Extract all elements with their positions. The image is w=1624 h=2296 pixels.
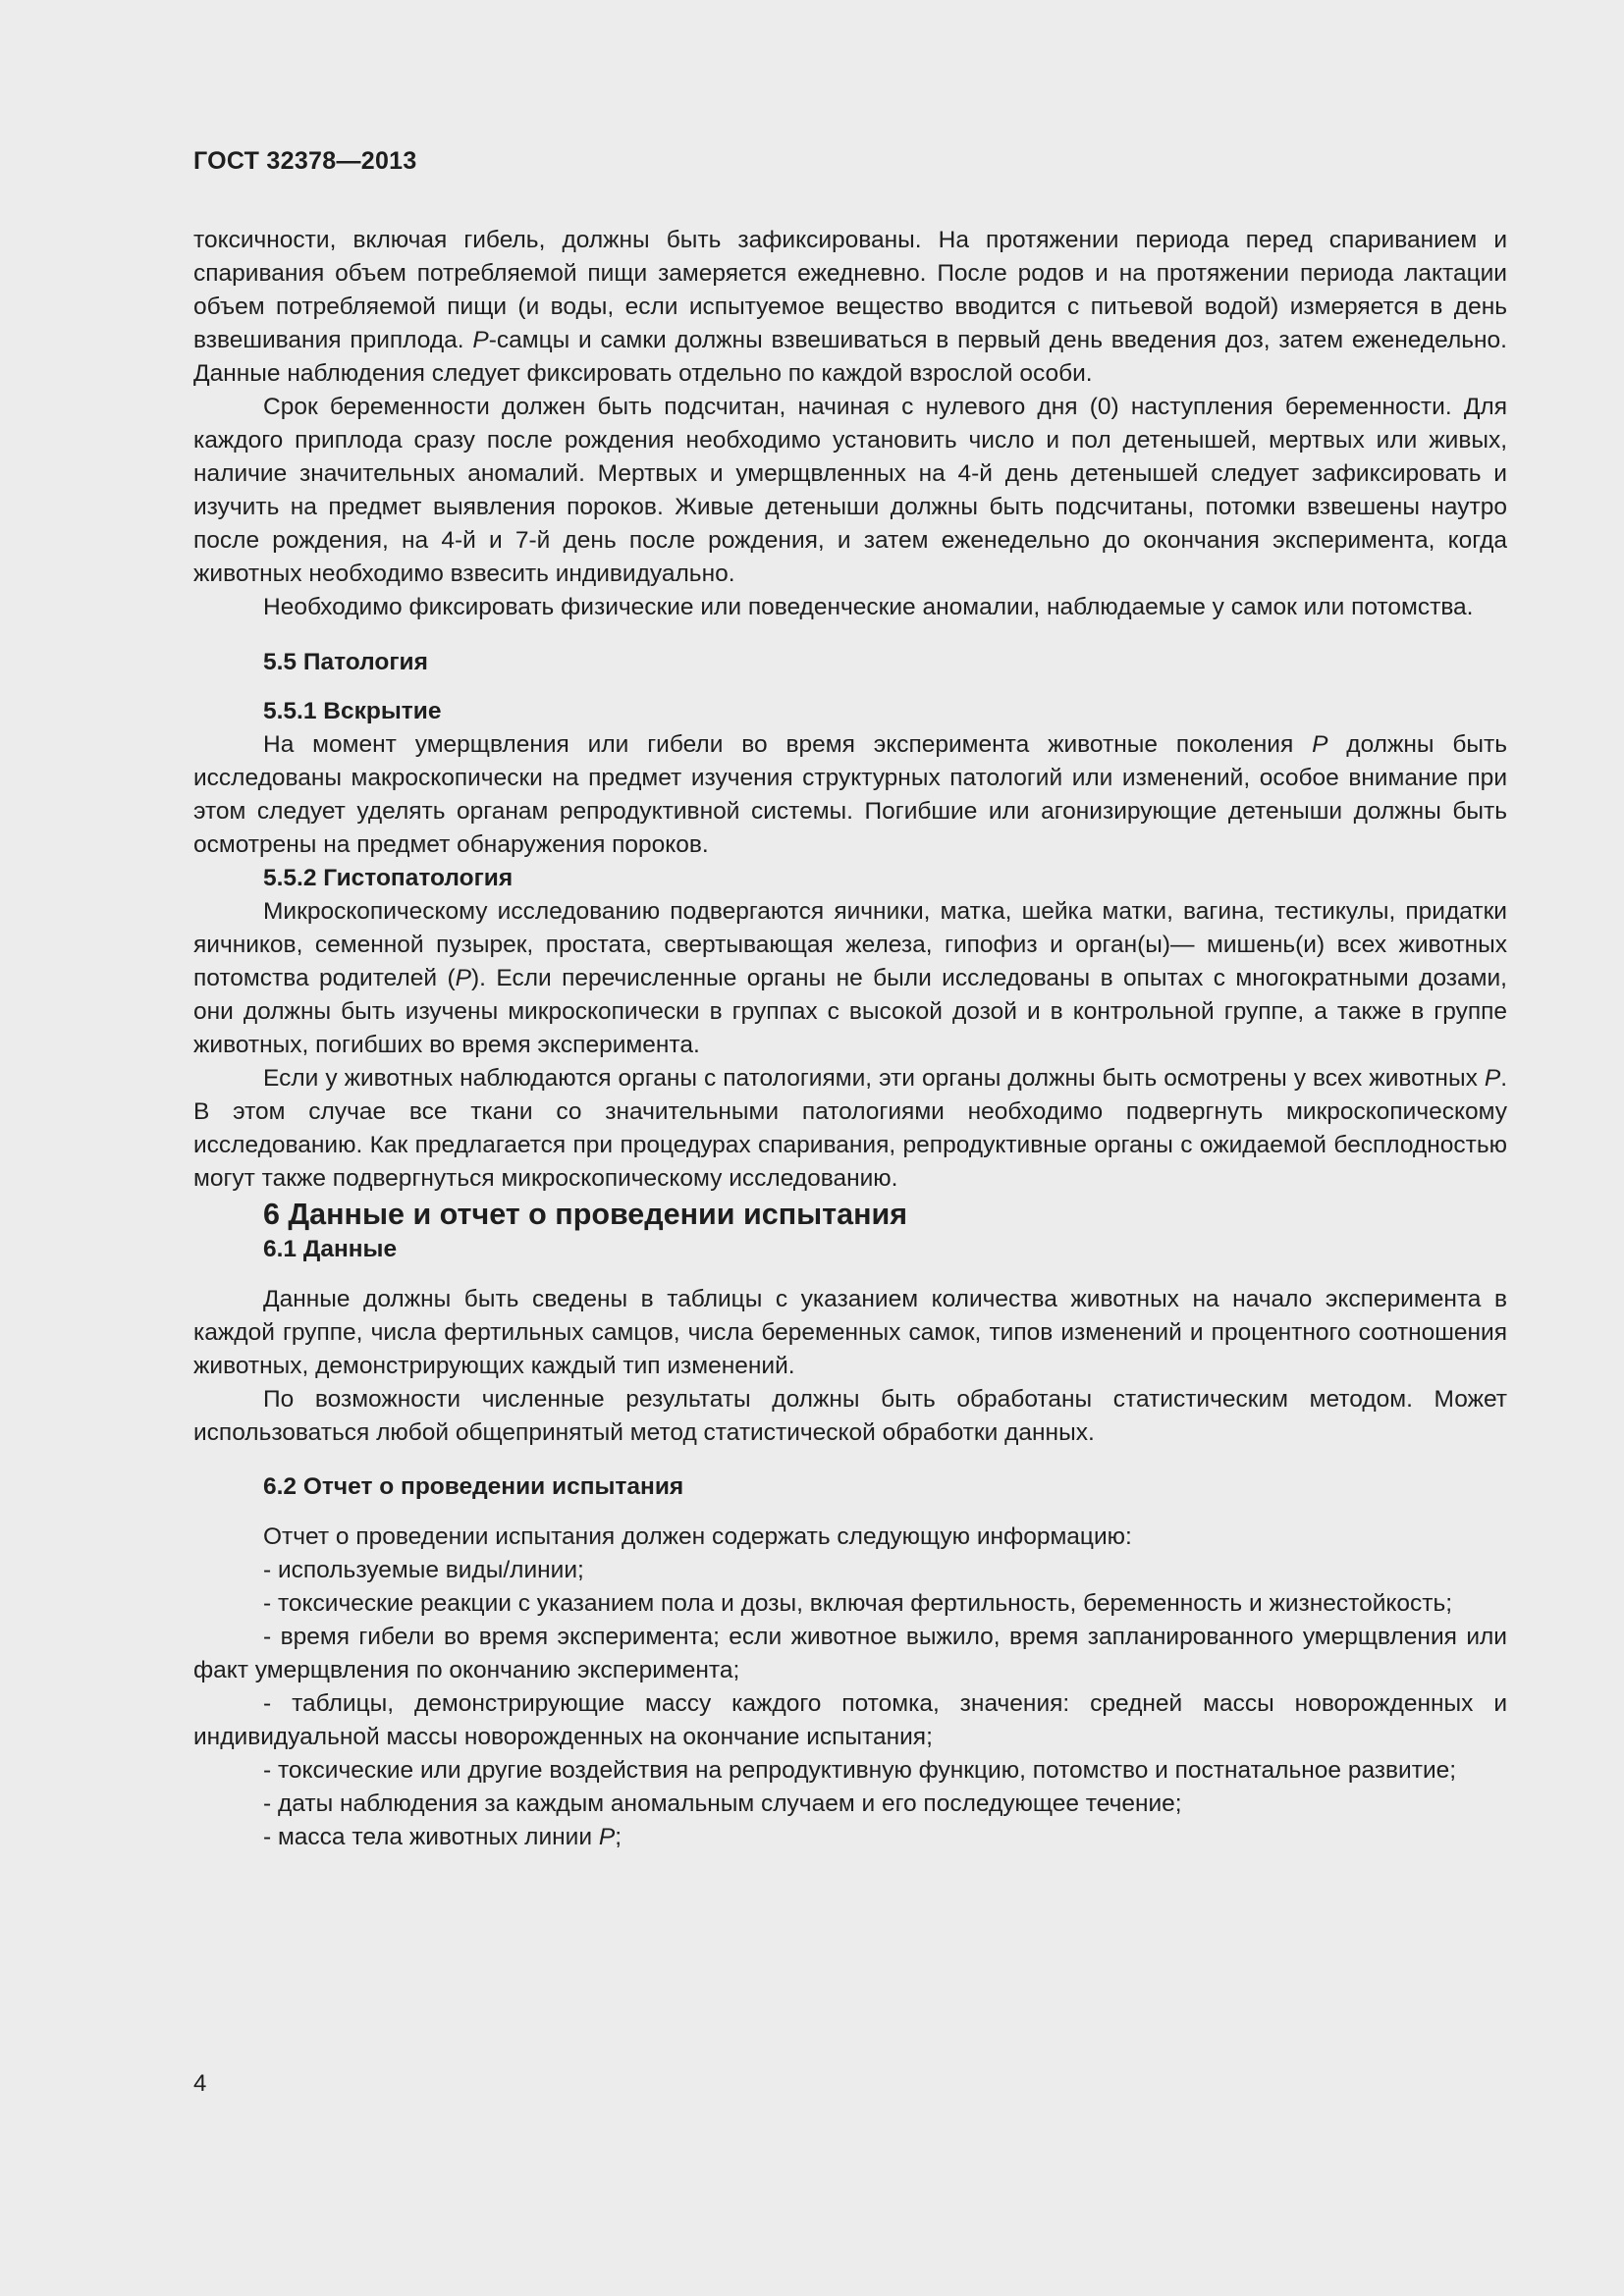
section-heading-5-5-1: 5.5.1 Вскрытие: [263, 698, 442, 724]
list-item: - токсические или другие воздействия на репродуктивную функцию, потомство и постнатальное развитие;: [263, 1757, 1457, 1784]
section-heading-6: 6 Данные и отчет о проведении испытания: [263, 1198, 908, 1231]
section-heading-6-1: 6.1 Данные: [263, 1236, 398, 1262]
paragraph: Отчет о проведении испытания должен содержать следующую информацию:: [263, 1523, 1132, 1550]
paragraph: На момент умерщвления или гибели во время эксперимента животные поколения P должны быть исследованы макроскопически на предмет изучения структурных патологий или изменений, особое внимание при этом следует уделять органам репродуктивной системы. Погибшие или агонизирующие детеныши должны быть осмотрены на предмет обнаружения пороков.: [193, 731, 1507, 858]
section-heading-5-5-2: 5.5.2 Гистопатология: [263, 865, 514, 891]
section-heading-6-2: 6.2 Отчет о проведении испытания: [263, 1473, 684, 1500]
section-heading-5-5: 5.5 Патология: [263, 649, 428, 675]
list-item: - токсические реакции с указанием пола и дозы, включая фертильность, беременность и жизнестойкость;: [263, 1590, 1453, 1617]
page-number: 4: [193, 2070, 207, 2097]
paragraph: По возможности численные результаты должны быть обработаны статистическим методом. Может использоваться любой общепринятый метод статистической обработки данных.: [193, 1386, 1507, 1446]
list-item: - масса тела животных линии P;: [263, 1824, 623, 1850]
list-item: - время гибели во время эксперимента; если животное выжило, время запланированного умерщвления или факт умерщвления по окончанию эксперимента;: [193, 1624, 1507, 1683]
list-item: - даты наблюдения за каждым аномальным случаем и его последующее течение;: [263, 1790, 1182, 1817]
paragraph: Необходимо фиксировать физические или поведенческие аномалии, наблюдаемые у самок или потомства.: [263, 594, 1474, 620]
document-code-header: ГОСТ 32378—2013: [193, 147, 417, 175]
paragraph: Данные должны быть сведены в таблицы с указанием количества животных на начало эксперимента в каждой группе, числа фертильных самцов, числа беременных самок, типов изменений и процентного соотношения животных, демонстрирующих каждый тип изменений.: [193, 1286, 1507, 1379]
document-body: [193, 224, 1507, 1854]
paragraph: Срок беременности должен быть подсчитан, начиная с нулевого дня (0) наступления беременности. Для каждого приплода сразу после рождения необходимо установить число и пол детенышей, мертвых или живых, наличие значительных аномалий. Мертвых и умерщвленных на 4-й день детенышей следует зафиксировать и изучить на предмет выявления пороков. Живые детеныши должны быть подсчитаны, потомки взвешены наутро после рождения, на 4-й и 7-й день после рождения, и затем еженедельно до окончания эксперимента, когда животных необходимо взвесить индивидуально.: [193, 394, 1507, 587]
paragraph: токсичности, включая гибель, должны быть зафиксированы. На протяжении периода перед спариванием и спаривания объем потребляемой пищи замеряется ежедневно. После родов и на протяжении периода лактации объем потребляемой пищи (и воды, если испытуемое вещество вводится с питьевой водой) измеряется в день взвешивания приплода. P-самцы и самки должны взвешиваться в первый день введения доз, затем еженедельно. Данные наблюдения следует фиксировать отдельно по каждой взрослой особи.: [193, 227, 1507, 387]
list-item: - используемые виды/линии;: [263, 1557, 584, 1583]
paragraph: Микроскопическому исследованию подвергаются яичники, матка, шейка матки, вагина, тестикулы, придатки яичников, семенной пузырек, простата, свертывающая железа, гипофиз и орган(ы)— мишень(и) всех животных потомства родителей (P). Если перечисленные органы не были исследованы в опытах с многократными дозами, они должны быть изучены микроскопически в группах с высокой дозой и в контрольной группе, а также в группе животных, погибших во время эксперимента.: [193, 898, 1507, 1058]
list-item: - таблицы, демонстрирующие массу каждого потомка, значения: средней массы новорожденных и индивидуальной массы новорожденных на окончание испытания;: [193, 1690, 1507, 1750]
paragraph: Если у животных наблюдаются органы с патологиями, эти органы должны быть осмотрены у всех животных P. В этом случае все ткани со значительными патологиями необходимо подвергнуть микроскопическому исследованию. Как предлагается при процедурах спаривания, репродуктивные органы с ожидаемой бесплодностью могут также подвергнуться микроскопическому исследованию.: [193, 1065, 1507, 1192]
